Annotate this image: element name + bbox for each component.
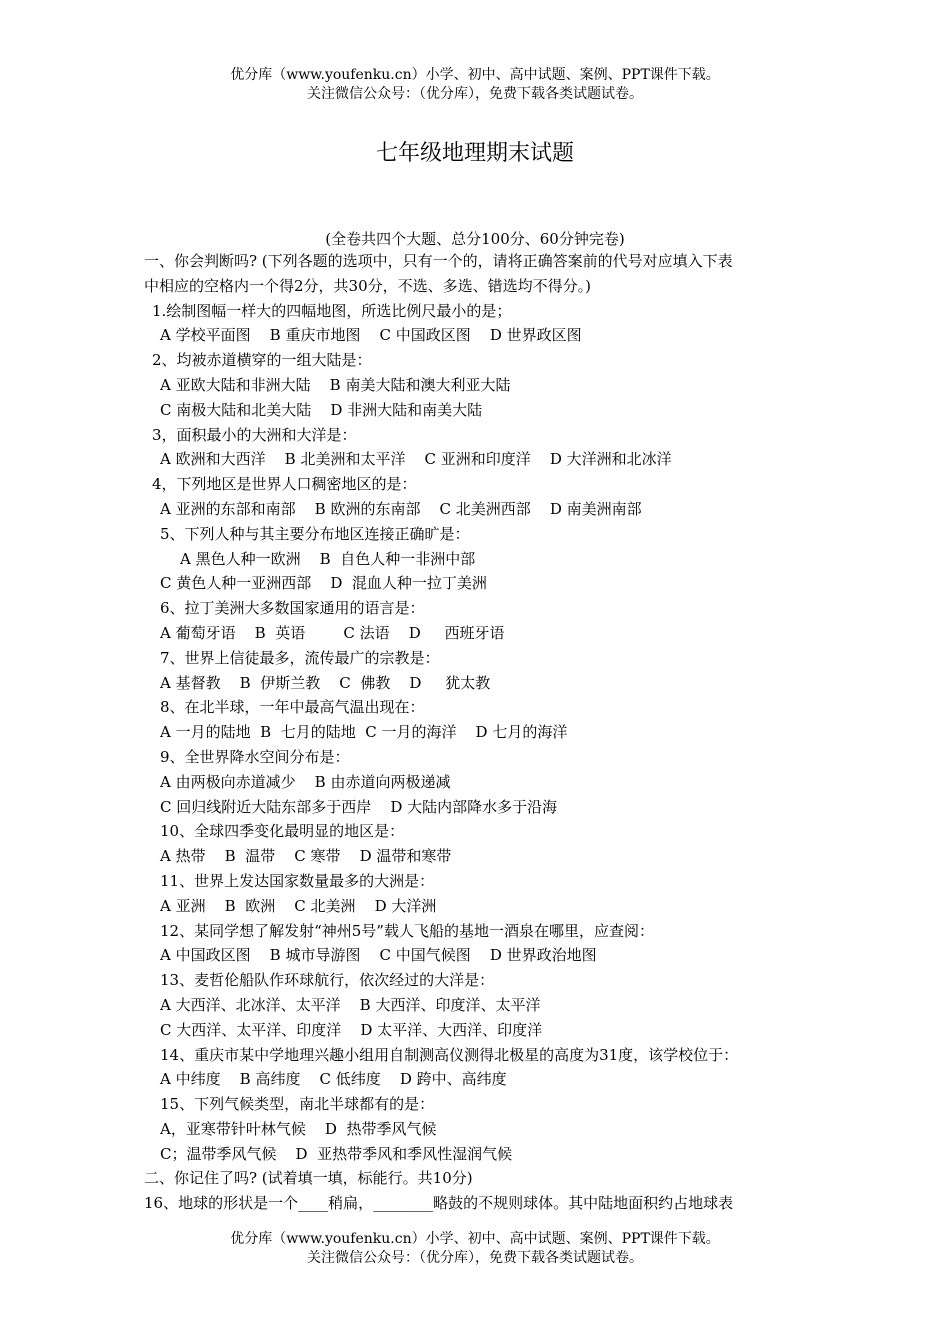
exam-line: A 由两极向赤道减少 B 由赤道向两极递减 <box>160 772 451 791</box>
exam-line: 10、全球四季变化最明显的地区是： <box>160 822 405 841</box>
exam-line: A 黑色人种一欧洲 B 自色人种一非洲中部 <box>180 549 476 568</box>
exam-line: A 中国政区图 B 城市导游图 C 中国气候图 D 世界政治地图 <box>160 946 597 965</box>
exam-line: A，亚寒带针叶林气候 D 热带季风气候 <box>160 1119 437 1138</box>
exam-line: 1.绘制图幅一样大的四幅地图，所选比例尺最小的是； <box>152 301 512 320</box>
exam-line: 16、地球的形状是一个____稍扁，________略鼓的不规则球体。其中陆地面积约占地球表 <box>144 1194 734 1213</box>
exam-line: C 大西洋、太平洋、印度洋 D 太平洋、大西洋、印度洋 <box>160 1020 543 1039</box>
exam-line: 13、麦哲伦船队作环球航行，依次经过的大洋是： <box>160 971 495 990</box>
exam-line: A 学校平面图 B 重庆市地图 C 中国政区图 D 世界政区图 <box>160 326 582 345</box>
exam-line: 11、世界上发达国家数量最多的大洲是： <box>160 871 435 890</box>
exam-line: A 热带 B 温带 C 寒带 D 温带和寒带 <box>160 847 452 866</box>
exam-line: 5、下列人种与其主要分布地区连接正确旷是： <box>160 524 470 543</box>
exam-line: 14、重庆市某中学地理兴趣小组用自制测高仪测得北极星的高度为31度，该学校位于： <box>160 1045 739 1064</box>
exam-line: 12、某同学想了解发射“神州5号”载人飞船的基地一酒泉在哪里，应查阅： <box>160 921 654 940</box>
exam-line: A 基督教 B 伊斯兰教 C 佛教 D 犹太教 <box>160 673 491 692</box>
exam-line: 15、下列气候类型，南北半球都有的是： <box>160 1095 435 1114</box>
exam-line: A 亚欧大陆和非洲大陆 B 南美大陆和澳大利亚大陆 <box>160 375 511 394</box>
exam-line: 一、你会判断吗? (下列各题的选项中，只有一个的，请将正确答案前的代号对应填入下表 <box>144 252 733 270</box>
exam-line: A 中纬度 B 高纬度 C 低纬度 D 跨中、高纬度 <box>160 1070 507 1089</box>
exam-line: C 回归线附近大陆东部多于西岸 D 大陆内部降水多于沿海 <box>160 797 558 816</box>
exam-line: A 欧洲和大西洋 B 北美洲和太平洋 C 亚洲和印度洋 D 大洋洲和北冰洋 <box>160 450 672 469</box>
exam-line: 3，面积最小的大洲和大洋是： <box>152 425 357 444</box>
exam-line: 中相应的空格内一个得2分，共30分，不选、多选、错选均不得分。) <box>144 276 591 295</box>
exam-line: A 亚洲的东部和南部 B 欧洲的东南部 C 北美洲西部 D 南美洲南部 <box>160 499 642 518</box>
exam-line: C；温带季风气候 D 亚热带季风和季风性湿润气候 <box>160 1144 513 1163</box>
exam-subtitle: (全卷共四个大题、总分100分、60分钟完卷) <box>325 230 625 248</box>
exam-line: 4，下列地区是世界人口稠密地区的是： <box>152 475 417 494</box>
exam-line: 二、你记住了吗? (试着填一填，标能行。共10分) <box>144 1169 473 1188</box>
footer-line-2: 关注微信公众号：（优分库），免费下载各类试题试卷。 <box>307 1250 643 1266</box>
exam-line: 6、拉丁美洲大多数国家通用的语言是： <box>160 599 425 618</box>
exam-line: A 亚洲 B 欧洲 C 北美洲 D 大洋洲 <box>160 896 437 915</box>
exam-body <box>144 249 814 1216</box>
footer-line-1: 优分库（www.youfenku.cn）小学、初中、高中试题、案例、PPT课件下载。 <box>230 1231 720 1247</box>
exam-line: 7、世界上信徒最多，流传最广的宗教是： <box>160 648 440 667</box>
header-line-2: 关注微信公众号：（优分库），免费下载各类试题试卷。 <box>307 86 643 102</box>
exam-line: C 黄色人种一亚洲西部 D 混血人种一拉丁美洲 <box>160 574 487 593</box>
exam-line: A 一月的陆地 B 七月的陆地 C 一月的海洋 D 七月的海洋 <box>160 723 568 742</box>
exam-line: A 葡萄牙语 B 英语 C 法语 D 西班牙语 <box>160 623 505 642</box>
page-title: 七年级地理期末试题 <box>375 141 574 166</box>
exam-line: 2、均被赤道横穿的一组大陆是： <box>152 351 372 370</box>
exam-line: 8、在北半球，一年中最高气温出现在： <box>160 698 425 717</box>
exam-line: C 南极大陆和北美大陆 D 非洲大陆和南美大陆 <box>160 400 483 419</box>
exam-line: A 大西洋、北冰洋、太平洋 B 大西洋、印度洋、太平洋 <box>160 995 541 1014</box>
header-line-1: 优分库（www.youfenku.cn）小学、初中、高中试题、案例、PPT课件下载。 <box>230 67 720 83</box>
exam-line: 9、全世界降水空间分布是： <box>160 747 350 766</box>
